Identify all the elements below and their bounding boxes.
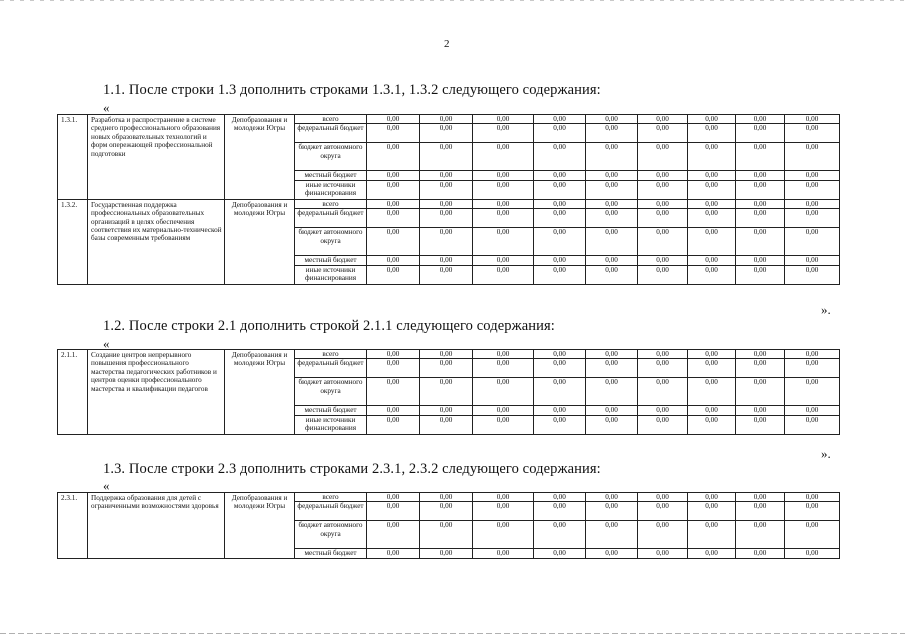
amount-cell: 0,00	[420, 265, 473, 284]
amount-cell: 0,00	[736, 265, 785, 284]
amount-cell: 0,00	[534, 228, 586, 256]
amount-cell: 0,00	[785, 350, 840, 359]
amount-cell: 0,00	[367, 199, 420, 208]
amount-cell: 0,00	[473, 171, 534, 180]
amount-cell: 0,00	[586, 350, 638, 359]
amount-cell: 0,00	[420, 406, 473, 415]
amount-cell: 0,00	[534, 180, 586, 199]
funding-source-cell: всего	[295, 493, 367, 502]
amount-cell: 0,00	[534, 521, 586, 549]
amount-cell: 0,00	[534, 143, 586, 171]
amount-cell: 0,00	[638, 378, 688, 406]
item-code-cell: 2.1.1.	[58, 350, 88, 435]
section-heading-3: 1.3. После строки 2.3 дополнить строками 2.3.1, 2.3.2 следующего содержания:	[103, 461, 601, 477]
amount-cell: 0,00	[638, 502, 688, 521]
amount-cell: 0,00	[534, 493, 586, 502]
amount-cell: 0,00	[534, 124, 586, 143]
amount-cell: 0,00	[534, 549, 586, 558]
amount-cell: 0,00	[688, 256, 736, 265]
amount-cell: 0,00	[785, 124, 840, 143]
amount-cell: 0,00	[586, 415, 638, 434]
amount-cell: 0,00	[586, 378, 638, 406]
amount-cell: 0,00	[638, 209, 688, 228]
funding-source-cell: федеральный бюджет	[295, 502, 367, 521]
amount-cell: 0,00	[367, 521, 420, 549]
responsible-executor-cell: Депобразования и молодежи Югры	[225, 493, 295, 559]
amount-cell: 0,00	[473, 406, 534, 415]
funding-source-cell: всего	[295, 199, 367, 208]
amount-cell: 0,00	[736, 143, 785, 171]
amount-cell: 0,00	[736, 502, 785, 521]
section-heading-1: 1.1. После строки 1.3 дополнить строками 1.3.1, 1.3.2 следующего содержания:	[103, 82, 601, 98]
funding-source-cell: всего	[295, 115, 367, 124]
amount-cell: 0,00	[367, 415, 420, 434]
amount-cell: 0,00	[785, 415, 840, 434]
amount-cell: 0,00	[420, 143, 473, 171]
amount-cell: 0,00	[785, 265, 840, 284]
amount-cell: 0,00	[586, 521, 638, 549]
amount-cell: 0,00	[785, 180, 840, 199]
amount-cell: 0,00	[688, 350, 736, 359]
amount-cell: 0,00	[420, 521, 473, 549]
amount-cell: 0,00	[688, 124, 736, 143]
amount-cell: 0,00	[473, 199, 534, 208]
amount-cell: 0,00	[367, 265, 420, 284]
funding-source-cell: федеральный бюджет	[295, 359, 367, 378]
amount-cell: 0,00	[534, 415, 586, 434]
amount-cell: 0,00	[367, 143, 420, 171]
amount-cell: 0,00	[367, 124, 420, 143]
amount-cell: 0,00	[586, 171, 638, 180]
amount-cell: 0,00	[638, 180, 688, 199]
amount-cell: 0,00	[785, 209, 840, 228]
funding-source-cell: федеральный бюджет	[295, 124, 367, 143]
amount-cell: 0,00	[638, 493, 688, 502]
funding-source-cell: иные источники финансирования	[295, 415, 367, 434]
funding-source-cell: бюджет автономного округа	[295, 143, 367, 171]
amount-cell: 0,00	[367, 256, 420, 265]
amount-cell: 0,00	[534, 256, 586, 265]
budget-table-1	[57, 114, 840, 285]
amount-cell: 0,00	[688, 265, 736, 284]
amount-cell: 0,00	[688, 521, 736, 549]
amount-cell: 0,00	[473, 502, 534, 521]
budget-table-3	[57, 492, 840, 559]
item-name-cell: Поддержка образования для детей с ограниченными возможностями здоровья	[88, 493, 225, 559]
amount-cell: 0,00	[785, 493, 840, 502]
amount-cell: 0,00	[367, 171, 420, 180]
amount-cell: 0,00	[473, 265, 534, 284]
table-row	[58, 199, 840, 208]
amount-cell: 0,00	[638, 406, 688, 415]
amount-cell: 0,00	[534, 359, 586, 378]
amount-cell: 0,00	[367, 209, 420, 228]
table-row	[58, 350, 840, 359]
scan-edge-top	[0, 0, 905, 1]
amount-cell: 0,00	[688, 228, 736, 256]
amount-cell: 0,00	[638, 549, 688, 558]
closing-quote-2: ».	[821, 446, 831, 461]
amount-cell: 0,00	[420, 359, 473, 378]
amount-cell: 0,00	[638, 171, 688, 180]
amount-cell: 0,00	[367, 115, 420, 124]
item-code-cell: 1.3.2.	[58, 199, 88, 284]
amount-cell: 0,00	[473, 228, 534, 256]
amount-cell: 0,00	[420, 209, 473, 228]
funding-source-cell: всего	[295, 350, 367, 359]
amount-cell: 0,00	[420, 228, 473, 256]
amount-cell: 0,00	[420, 415, 473, 434]
amount-cell: 0,00	[638, 115, 688, 124]
amount-cell: 0,00	[638, 359, 688, 378]
table-row	[58, 493, 840, 502]
amount-cell: 0,00	[473, 209, 534, 228]
amount-cell: 0,00	[367, 378, 420, 406]
amount-cell: 0,00	[473, 256, 534, 265]
funding-source-cell: местный бюджет	[295, 256, 367, 265]
responsible-executor-cell: Депобразования и молодежи Югры	[225, 350, 295, 435]
amount-cell: 0,00	[473, 359, 534, 378]
amount-cell: 0,00	[367, 359, 420, 378]
amount-cell: 0,00	[420, 199, 473, 208]
amount-cell: 0,00	[473, 493, 534, 502]
amount-cell: 0,00	[736, 180, 785, 199]
amount-cell: 0,00	[534, 350, 586, 359]
amount-cell: 0,00	[785, 256, 840, 265]
opening-quote-2: «	[103, 336, 110, 351]
scan-edge-bottom	[0, 633, 905, 634]
funding-source-cell: бюджет автономного округа	[295, 521, 367, 549]
amount-cell: 0,00	[638, 350, 688, 359]
amount-cell: 0,00	[736, 350, 785, 359]
amount-cell: 0,00	[638, 521, 688, 549]
table-row	[58, 115, 840, 124]
amount-cell: 0,00	[736, 549, 785, 558]
item-name-cell: Государственная поддержка профессиональных образовательных организаций в целях обеспечения соответствия их материально-технической базы современным требованиям	[88, 199, 225, 284]
amount-cell: 0,00	[638, 143, 688, 171]
amount-cell: 0,00	[420, 171, 473, 180]
amount-cell: 0,00	[586, 124, 638, 143]
amount-cell: 0,00	[785, 228, 840, 256]
amount-cell: 0,00	[688, 171, 736, 180]
amount-cell: 0,00	[785, 521, 840, 549]
amount-cell: 0,00	[688, 406, 736, 415]
amount-cell: 0,00	[586, 256, 638, 265]
amount-cell: 0,00	[688, 502, 736, 521]
amount-cell: 0,00	[688, 199, 736, 208]
amount-cell: 0,00	[534, 209, 586, 228]
amount-cell: 0,00	[586, 493, 638, 502]
amount-cell: 0,00	[785, 406, 840, 415]
amount-cell: 0,00	[736, 228, 785, 256]
amount-cell: 0,00	[785, 171, 840, 180]
opening-quote-1: «	[103, 100, 110, 115]
amount-cell: 0,00	[785, 199, 840, 208]
funding-source-cell: федеральный бюджет	[295, 209, 367, 228]
amount-cell: 0,00	[638, 415, 688, 434]
item-name-cell: Разработка и распространение в системе среднего профессионального образования новых образовательных технологий и форм опережающей профессиональной подготовки	[88, 115, 225, 200]
amount-cell: 0,00	[688, 359, 736, 378]
amount-cell: 0,00	[420, 350, 473, 359]
amount-cell: 0,00	[534, 406, 586, 415]
amount-cell: 0,00	[534, 265, 586, 284]
amount-cell: 0,00	[736, 415, 785, 434]
amount-cell: 0,00	[736, 115, 785, 124]
amount-cell: 0,00	[586, 265, 638, 284]
funding-source-cell: иные источники финансирования	[295, 180, 367, 199]
amount-cell: 0,00	[736, 209, 785, 228]
amount-cell: 0,00	[420, 115, 473, 124]
amount-cell: 0,00	[473, 350, 534, 359]
amount-cell: 0,00	[688, 180, 736, 199]
amount-cell: 0,00	[688, 143, 736, 171]
opening-quote-3: «	[103, 478, 110, 493]
amount-cell: 0,00	[736, 256, 785, 265]
amount-cell: 0,00	[420, 180, 473, 199]
closing-quote-1: ».	[821, 302, 831, 317]
amount-cell: 0,00	[420, 549, 473, 558]
amount-cell: 0,00	[586, 180, 638, 199]
amount-cell: 0,00	[420, 256, 473, 265]
section-heading-2: 1.2. После строки 2.1 дополнить строкой 2.1.1 следующего содержания:	[103, 318, 555, 334]
amount-cell: 0,00	[367, 406, 420, 415]
amount-cell: 0,00	[785, 502, 840, 521]
amount-cell: 0,00	[688, 415, 736, 434]
amount-cell: 0,00	[473, 415, 534, 434]
item-code-cell: 1.3.1.	[58, 115, 88, 200]
amount-cell: 0,00	[473, 124, 534, 143]
amount-cell: 0,00	[473, 180, 534, 199]
amount-cell: 0,00	[688, 549, 736, 558]
funding-source-cell: бюджет автономного округа	[295, 228, 367, 256]
amount-cell: 0,00	[785, 115, 840, 124]
amount-cell: 0,00	[688, 493, 736, 502]
amount-cell: 0,00	[367, 180, 420, 199]
amount-cell: 0,00	[534, 378, 586, 406]
amount-cell: 0,00	[473, 115, 534, 124]
amount-cell: 0,00	[785, 359, 840, 378]
amount-cell: 0,00	[736, 378, 785, 406]
funding-source-cell: бюджет автономного округа	[295, 378, 367, 406]
amount-cell: 0,00	[736, 521, 785, 549]
amount-cell: 0,00	[586, 549, 638, 558]
amount-cell: 0,00	[367, 493, 420, 502]
amount-cell: 0,00	[586, 359, 638, 378]
amount-cell: 0,00	[736, 199, 785, 208]
amount-cell: 0,00	[367, 549, 420, 558]
amount-cell: 0,00	[586, 199, 638, 208]
page-number: 2	[444, 38, 450, 50]
amount-cell: 0,00	[473, 521, 534, 549]
amount-cell: 0,00	[534, 502, 586, 521]
amount-cell: 0,00	[534, 115, 586, 124]
item-name-cell: Создание центров непрерывного повышения профессионального мастерства педагогических работников и центров оценки профессионального мастерства и квалификации педагогов	[88, 350, 225, 435]
amount-cell: 0,00	[534, 171, 586, 180]
budget-table-2	[57, 349, 840, 435]
item-code-cell: 2.3.1.	[58, 493, 88, 559]
amount-cell: 0,00	[638, 124, 688, 143]
amount-cell: 0,00	[785, 549, 840, 558]
amount-cell: 0,00	[473, 143, 534, 171]
responsible-executor-cell: Депобразования и молодежи Югры	[225, 115, 295, 200]
amount-cell: 0,00	[688, 378, 736, 406]
amount-cell: 0,00	[736, 493, 785, 502]
amount-cell: 0,00	[367, 350, 420, 359]
amount-cell: 0,00	[736, 406, 785, 415]
amount-cell: 0,00	[638, 199, 688, 208]
amount-cell: 0,00	[420, 378, 473, 406]
amount-cell: 0,00	[420, 124, 473, 143]
amount-cell: 0,00	[586, 209, 638, 228]
amount-cell: 0,00	[473, 378, 534, 406]
amount-cell: 0,00	[736, 124, 785, 143]
amount-cell: 0,00	[638, 228, 688, 256]
amount-cell: 0,00	[736, 171, 785, 180]
amount-cell: 0,00	[586, 406, 638, 415]
amount-cell: 0,00	[785, 378, 840, 406]
amount-cell: 0,00	[638, 265, 688, 284]
responsible-executor-cell: Депобразования и молодежи Югры	[225, 199, 295, 284]
funding-source-cell: иные источники финансирования	[295, 265, 367, 284]
funding-source-cell: местный бюджет	[295, 406, 367, 415]
funding-source-cell: местный бюджет	[295, 171, 367, 180]
amount-cell: 0,00	[586, 143, 638, 171]
amount-cell: 0,00	[785, 143, 840, 171]
amount-cell: 0,00	[688, 209, 736, 228]
amount-cell: 0,00	[367, 502, 420, 521]
amount-cell: 0,00	[736, 359, 785, 378]
amount-cell: 0,00	[638, 256, 688, 265]
amount-cell: 0,00	[367, 228, 420, 256]
amount-cell: 0,00	[586, 115, 638, 124]
funding-source-cell: местный бюджет	[295, 549, 367, 558]
amount-cell: 0,00	[688, 115, 736, 124]
amount-cell: 0,00	[420, 493, 473, 502]
amount-cell: 0,00	[473, 549, 534, 558]
amount-cell: 0,00	[586, 502, 638, 521]
amount-cell: 0,00	[420, 502, 473, 521]
amount-cell: 0,00	[586, 228, 638, 256]
amount-cell: 0,00	[534, 199, 586, 208]
